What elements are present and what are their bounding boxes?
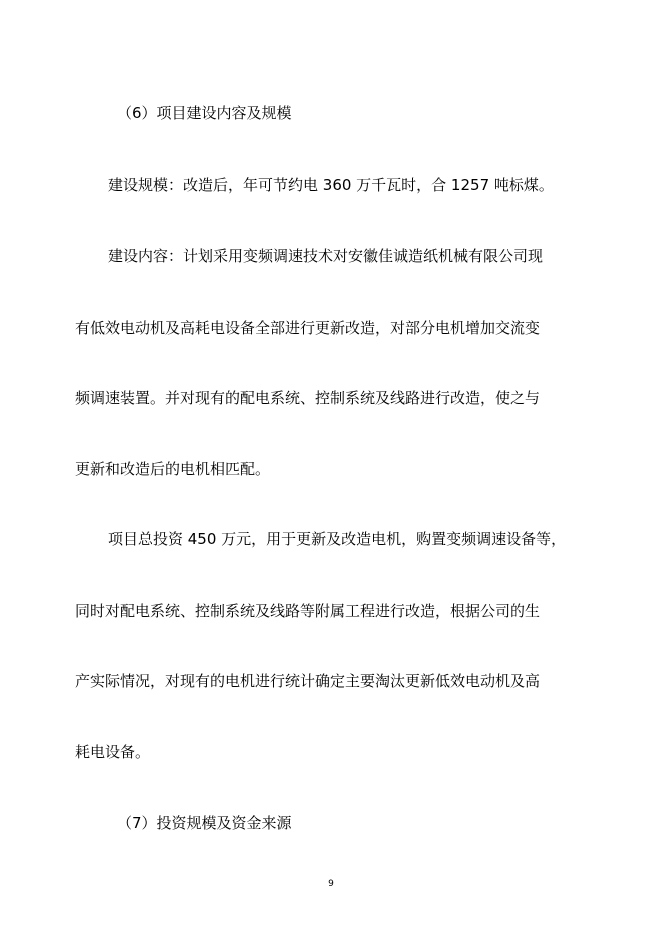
section-heading-6: （6）项目建设内容及规模 bbox=[117, 104, 292, 122]
paragraph-scale-line: 建设规模：改造后，年可节约电 360 万千瓦时，合 1257 吨标煤。 bbox=[108, 176, 554, 194]
paragraph-content-line-1: 建设内容：计划采用变频调速技术对安徽佳诚造纸机械有限公司现 bbox=[108, 247, 544, 265]
section-heading-7: （7）投资规模及资金来源 bbox=[117, 814, 292, 832]
page-number: 9 bbox=[328, 879, 334, 889]
paragraph-content-line-3: 频调速装置。并对现有的配电系统、控制系统及线路进行改造，使之与 bbox=[75, 389, 541, 407]
paragraph-investment-line-2: 同时对配电系统、控制系统及线路等附属工程进行改造，根据公司的生 bbox=[75, 602, 541, 620]
paragraph-content-line-4: 更新和改造后的电机相匹配。 bbox=[75, 460, 271, 478]
paragraph-investment-line-3: 产实际情况，对现有的电机进行统计确定主要淘汰更新低效电动机及高 bbox=[75, 672, 541, 690]
paragraph-investment-line-4: 耗电设备。 bbox=[75, 743, 151, 761]
paragraph-content-line-2: 有低效电动机及高耗电设备全部进行更新改造，对部分电机增加交流变 bbox=[75, 319, 541, 337]
paragraph-investment-line-1: 项目总投资 450 万元，用于更新及改造电机，购置变频调速设备等， bbox=[108, 530, 567, 548]
